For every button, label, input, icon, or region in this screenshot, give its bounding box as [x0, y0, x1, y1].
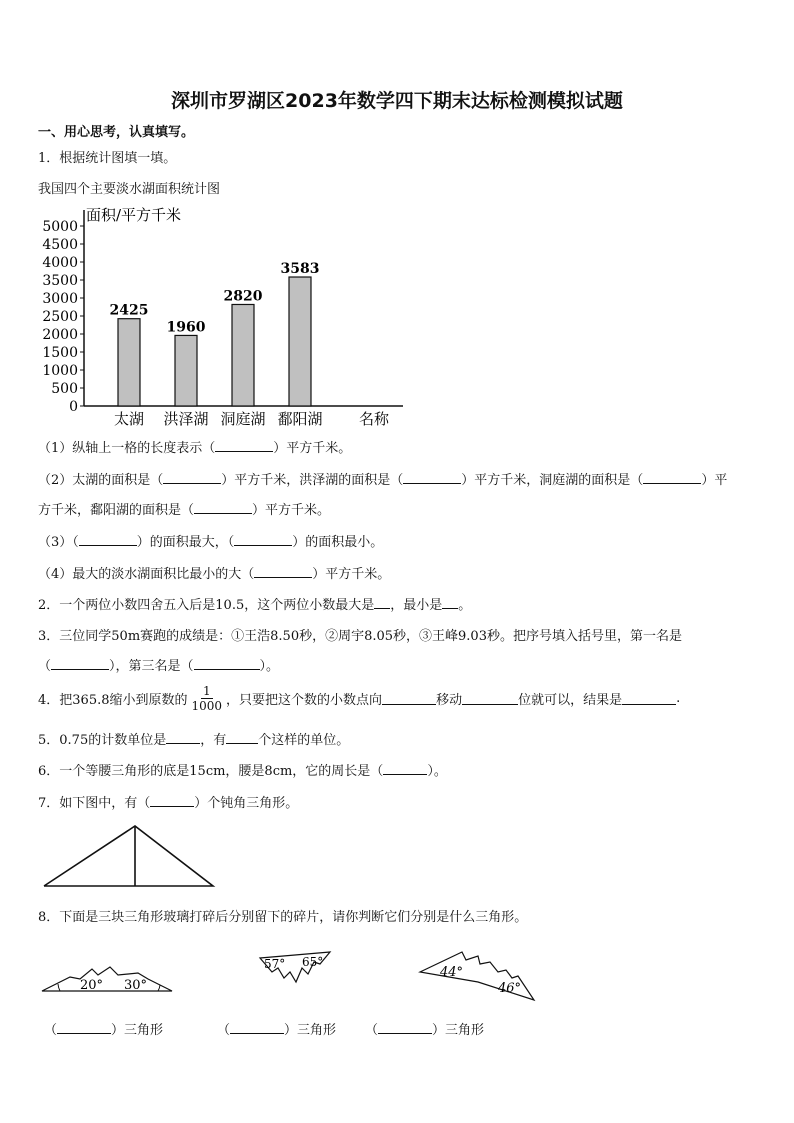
- x-category-label: 洪泽湖: [163, 410, 209, 428]
- q7-text-b: ）个钝角三角形。: [194, 796, 299, 811]
- y-axis-label: 面积/平方千米: [86, 206, 182, 224]
- q8-ans-close: ）三角形: [284, 1023, 337, 1038]
- q1-3-text-b: ）的面积最大，（: [136, 535, 235, 550]
- angle-label-2: 46°: [498, 981, 522, 996]
- q1-3-text-a: （3）（: [38, 535, 79, 550]
- answer-blank[interactable]: [462, 692, 518, 705]
- q6-text-a: 6．一个等腰三角形的底是15cm，腰是8cm，它的周长是（: [38, 764, 384, 779]
- angle-arc: [158, 985, 160, 991]
- q2-text-b: ，最小是: [390, 598, 443, 613]
- bar-3: [232, 304, 254, 406]
- angle-label-1: 20°: [80, 978, 104, 993]
- q1-4-text-b: ）平方千米。: [312, 567, 391, 582]
- q1-2-text-c: ）平方千米，洞庭湖的面积是（: [461, 473, 644, 488]
- fraction-denominator: 1000: [191, 699, 223, 713]
- glass-fragment-1: [40, 955, 176, 997]
- answer-blank[interactable]: [622, 692, 676, 705]
- answer-blank[interactable]: [79, 533, 137, 546]
- q8-ans-open: （: [44, 1023, 58, 1038]
- question-4: [38, 684, 680, 713]
- question-1-part-1: [38, 437, 351, 456]
- q3-text-c: ），第三名是（: [109, 659, 194, 674]
- question-1-stem: 1．根据统计图填一填。: [38, 151, 177, 166]
- question-1-part-3: [38, 531, 383, 550]
- answer-blank[interactable]: [230, 1021, 284, 1034]
- bar-2: [175, 335, 197, 406]
- q8-answer-3: [365, 1019, 484, 1038]
- q8-ans-close: ）三角形: [432, 1023, 485, 1038]
- y-tick-label: 1500: [42, 345, 78, 361]
- q4-text-c: 移动: [436, 693, 463, 708]
- q7-text-a: 7．如下图中，有（: [38, 796, 151, 811]
- y-tick-label: 0: [69, 399, 78, 415]
- x-category-label: 鄱阳湖: [277, 410, 323, 428]
- triangle-figure: [38, 820, 218, 892]
- q4-text-a: 4．把365.8缩小到原数的: [38, 693, 188, 708]
- y-tick-label: 2000: [42, 327, 78, 343]
- x-axis-label: 名称: [358, 410, 390, 428]
- section-heading: 一、用心思考，认真填写。: [38, 125, 195, 140]
- answer-blank[interactable]: [150, 794, 194, 807]
- q4-text-b: ，只要把这个数的小数点向: [226, 693, 383, 708]
- y-tick-label: 1000: [42, 363, 78, 379]
- answer-blank[interactable]: [194, 501, 252, 514]
- q2-text-c: 。: [458, 598, 472, 613]
- fraction: [192, 684, 223, 713]
- answer-blank[interactable]: [374, 596, 390, 609]
- answer-blank[interactable]: [442, 596, 458, 609]
- q1-3-text-c: ）的面积最小。: [292, 535, 384, 550]
- answer-blank[interactable]: [57, 1021, 111, 1034]
- answer-blank[interactable]: [166, 731, 200, 744]
- answer-blank[interactable]: [226, 731, 258, 744]
- q8-ans-open: （: [365, 1023, 379, 1038]
- q1-1-text-a: （1）纵轴上一格的长度表示（: [38, 441, 216, 456]
- question-8-stem: 8．下面是三块三角形玻璃打碎后分别留下的碎片，请你判断它们分别是什么三角形。: [38, 910, 528, 925]
- answer-blank[interactable]: [643, 471, 701, 484]
- answer-blank[interactable]: [163, 471, 221, 484]
- page-title: 深圳市罗湖区2023年数学四下期末达标检测模拟试题: [171, 90, 623, 112]
- q4-text-d: 位就可以，结果是: [518, 693, 623, 708]
- q8-ans-open: （: [217, 1023, 231, 1038]
- question-3-line-2: [38, 655, 279, 674]
- bar-value-label: 2425: [109, 302, 149, 319]
- y-tick-label: 5000: [42, 219, 78, 235]
- bar-value-label: 1960: [166, 319, 206, 336]
- angle-label-2: 30°: [124, 978, 148, 993]
- question-2: [38, 594, 471, 613]
- q1-1-text-b: ）平方千米。: [273, 441, 352, 456]
- answer-blank[interactable]: [215, 439, 273, 452]
- q1-2-text-e: 方千米，鄱阳湖的面积是（: [38, 503, 195, 518]
- question-7: [38, 792, 298, 811]
- x-category-label: 洞庭湖: [220, 410, 266, 428]
- bar-value-label: 2820: [223, 288, 263, 305]
- chart-caption: 我国四个主要淡水湖面积统计图: [38, 182, 221, 197]
- question-6: [38, 760, 447, 779]
- y-tick-label: 500: [51, 381, 78, 397]
- question-3-line-1: 3．三位同学50m赛跑的成绩是：①王浩8.50秒，②周宇8.05秒，③王峰9.03秒。把序号填入括号里，第一名是: [38, 629, 682, 644]
- question-1-part-2-line-1: [38, 469, 727, 488]
- answer-blank[interactable]: [378, 1021, 432, 1034]
- answer-blank[interactable]: [194, 657, 260, 670]
- y-tick-label: 4500: [42, 237, 78, 253]
- question-1-part-4: [38, 563, 390, 582]
- y-tick-label: 2500: [42, 309, 78, 325]
- q5-text-c: 个这样的单位。: [258, 733, 350, 748]
- lake-area-bar-chart: [38, 200, 408, 432]
- q8-ans-close: ）三角形: [111, 1023, 164, 1038]
- answer-blank[interactable]: [234, 533, 292, 546]
- y-tick-label: 3500: [42, 273, 78, 289]
- bar-value-label: 3583: [280, 261, 320, 278]
- q1-2-text-a: （2）太湖的面积是（: [38, 473, 164, 488]
- glass-fragment-2: [258, 946, 334, 990]
- answer-blank[interactable]: [254, 565, 312, 578]
- q5-text-b: ，有: [200, 733, 227, 748]
- outer-triangle: [44, 826, 213, 886]
- q8-answer-1: [44, 1019, 163, 1038]
- y-tick-label: 3000: [42, 291, 78, 307]
- x-category-label: 太湖: [113, 410, 145, 428]
- q1-2-text-b: ）平方千米，洪泽湖的面积是（: [221, 473, 404, 488]
- q2-text-a: 2．一个两位小数四舍五入后是10.5，这个两位小数最大是: [38, 598, 375, 613]
- q1-2-text-f: ）平方千米。: [252, 503, 331, 518]
- bar-1: [118, 319, 140, 406]
- q1-4-text-a: （4）最大的淡水湖面积比最小的大（: [38, 567, 255, 582]
- q3-text-b: （: [38, 659, 52, 674]
- question-1-part-2-line-2: [38, 499, 330, 518]
- angle-label-1: 44°: [440, 965, 464, 980]
- answer-blank[interactable]: [382, 692, 436, 705]
- q5-text-a: 5．0.75的计数单位是: [38, 733, 167, 748]
- y-tick-label: 4000: [42, 255, 78, 271]
- q8-answer-2: [217, 1019, 336, 1038]
- answer-blank[interactable]: [51, 657, 109, 670]
- fragment-1-outline: [42, 967, 172, 991]
- answer-blank[interactable]: [403, 471, 461, 484]
- fraction-numerator: 1: [202, 684, 211, 698]
- angle-label-2: 65°: [302, 955, 324, 969]
- q1-2-text-d: ）平: [701, 473, 728, 488]
- bar-4: [289, 277, 311, 406]
- answer-blank[interactable]: [383, 762, 427, 775]
- q4-text-e: .: [676, 691, 681, 706]
- q6-text-b: ）。: [427, 764, 447, 779]
- glass-fragment-3: [418, 948, 538, 1004]
- question-5: [38, 729, 349, 748]
- q3-text-d: ）。: [259, 659, 280, 674]
- angle-label-1: 57°: [264, 957, 286, 971]
- angle-arc: [58, 984, 60, 991]
